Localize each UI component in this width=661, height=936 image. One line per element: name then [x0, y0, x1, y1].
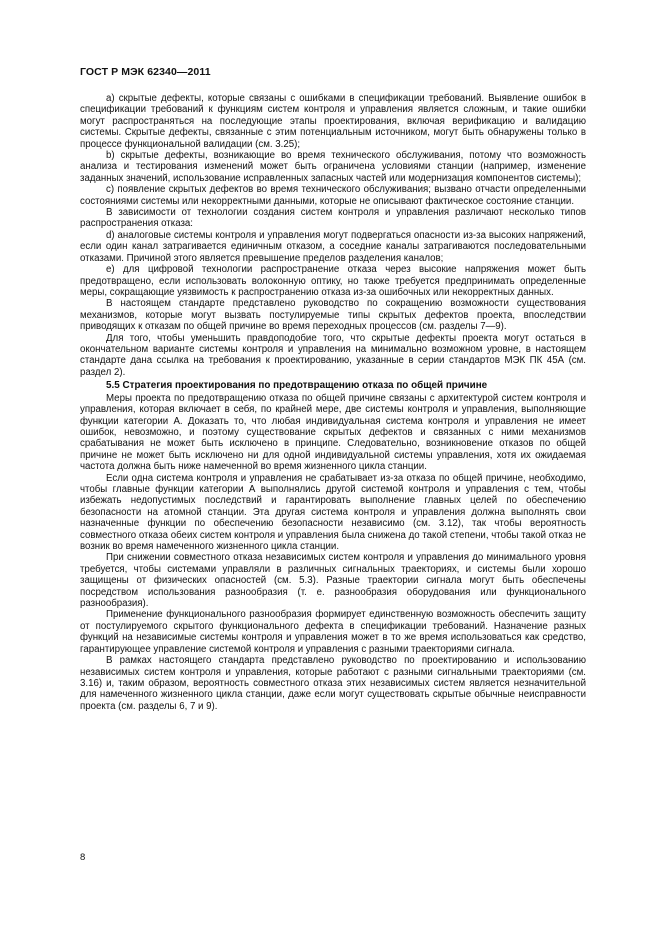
paragraph-defects-a: а) скрытые дефекты, которые связаны с ошибками в спецификации требований. Выявление ошибок в спецификации требований к функциям систем контроля и управления является сложным, и такие ошибки могут распространяться на последующие этапы проектирования, включая верификацию и валидацию системы. Скрытые дефекты, связанные с этим потенциальным источником, могут быть обнаружены только в процессе функциональной валидации (см. 3.25);	[80, 93, 586, 150]
document-body	[80, 93, 586, 712]
page-number: 8	[80, 852, 86, 863]
section-heading: 5.5 Стратегия проектирования по предотвращению отказа по общей причине	[106, 380, 488, 392]
paragraph-defects-c: с) появление скрытых дефектов во время технического обслуживания; вызвано отчасти определенными состояниями системы или некорректными данными, которые не описывают фактическое состояние станции.	[80, 184, 586, 207]
paragraph-second-system: Если одна система контроля и управления не срабатывает из-за отказа по общей причине, необходимо, чтобы главные функции категории А выполнялись другой системой контроля и управления с тем, чтобы избежать недопустимых последствий и гарантировать выполнение главных целей по обеспечению безопасности на атомной станции. Эта другая система контроля и управления должна выполнять свои назначенные функции по обеспечению безопасности независимо (см. 3.12), так чтобы вероятность совместного отказа обеих систем контроля и управления была снижена до такой степени, чтобы такой отказ не возник во время намеченного жизненного цикла станции.	[80, 472, 586, 553]
paragraph-design-measures: Меры проекта по предотвращению отказа по общей причине связаны с архитектурой систем контроля и управления, которая включает в себя, по крайней мере, две системы контроля и управления, выполняющие функции категории А. Доказать то, что любая индивидуальная система контроля и управления не имеет ошибок, невозможно, и поэтому существование скрытых дефектов и связанных с ними механизмов срабатывания не может быть исключено в принципе. Следовательно, возникновение отказов по общей причине не может быть исключено ни для одной индивидуальной системы управления, хотя их ожидаемая частота должна быть ниже намеченной во время жизненного цикла станции.	[80, 392, 586, 473]
paragraph-functional-diversity: Применение функционального разнообразия формирует единственную возможность обеспечить защиту от постулируемого скрытого функционального дефекта в спецификации требований. Назначение разных функций на независимые системы контроля и управления может в то же время использоваться как средство, гарантирующее управление системой контроля и управления с разными траекториями сигнала.	[80, 609, 586, 655]
document-header: ГОСТ Р МЭК 62340—2011	[80, 66, 211, 78]
paragraph-propagation-intro: В зависимости от технологии создания систем контроля и управления различают несколько типов распространения отказа:	[80, 207, 586, 230]
paragraph-defects-b: b) скрытые дефекты, возникающие во время технического обслуживания, потому что возможность анализа и тестирования изменений может быть ограничена условиями станции (например, изменение заданных значений, использование исправленных запасных частей или модернизация компонентов системы);	[80, 150, 586, 184]
paragraph-independent-systems: В рамках настоящего стандарта представлено руководство по проектированию и использованию независимых систем контроля и управления, которые работают с разными сигнальными траекториями (см. 3.16) и, таким образом, вероятность совместного отказа этих независимых систем является незначительной для намеченного жизненного цикла станции, даже если могут существовать скрытые обычные неисправности проекта (см. разделы 6, 7 и 9).	[80, 655, 586, 712]
paragraph-propagation-d: d) аналоговые системы контроля и управления могут подвергаться опасности из-за высоких напряжений, если один канал затрагивается единичным отказом, а соседние каналы затрагиваются последовательными отказами. Причиной этого является превышение пределов разделения каналов;	[80, 229, 586, 264]
paragraph-propagation-e: е) для цифровой технологии распространение отказа через высокие напряжения может быть предотвращено, если использовать волоконную оптику, но также требуется предпринимать определенные меры, сокращающие уязвимость к распространению отказа из-за ошибочных или некорректных данных.	[80, 264, 586, 298]
paragraph-reference: Для того, чтобы уменьшить правдоподобие того, что скрытые дефекты проекта могут остаться в окончательном варианте системы контроля и управления на минимально возможном уровне, в настоящем стандарте дана ссылка на требования к проектированию, указанные в серии стандартов МЭК ПК 45А (см. раздел 2).	[80, 332, 586, 378]
paragraph-signal-paths: При снижении совместного отказа независимых систем контроля и управления до минимального уровня требуется, чтобы системами управляли в различных сигнальных траекториях, и системы были хорошо защищены от физических опасностей (см. 5.3). Разные траектории сигнала могут быть обеспечены посредством использования разнообразия (т. е. разнообразия оборудования или функционального разнообразия).	[80, 552, 586, 610]
paragraph-guidance: В настоящем стандарте представлено руководство по сокращению возможности существования механизмов, которые могут вызвать постулируемые типы скрытых дефектов проекта, впоследствии приводящих к отказам по общей причине во время переходных процессов (см. разделы 7—9).	[80, 298, 586, 333]
